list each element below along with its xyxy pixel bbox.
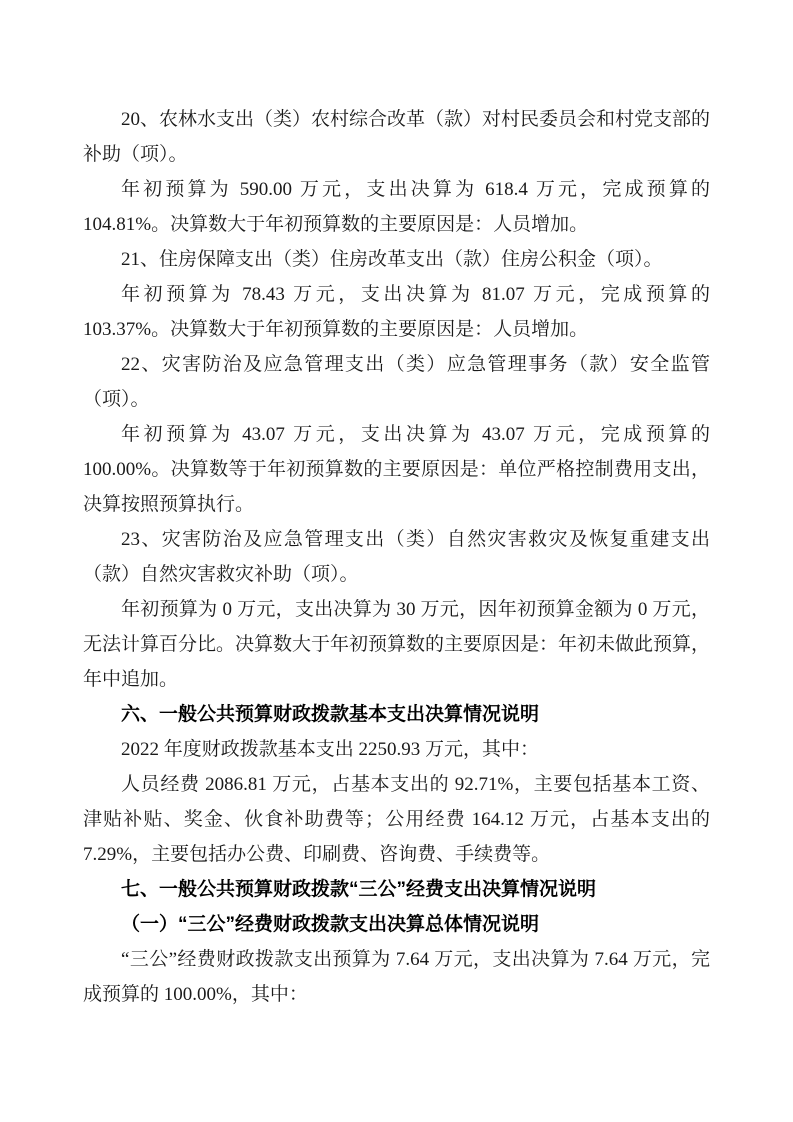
- para-item-20-detail: 年初预算为 590.00 万元，支出决算为 618.4 万元，完成预算的 104.81%。决算数大于年初预算数的主要原因是：人员增加。: [83, 179, 710, 235]
- para-sangong-overview: “三公”经费财政拨款支出预算为 7.64 万元，支出决算为 7.64 万元，完成预算的 100.00%，其中：: [83, 949, 710, 1005]
- para-basic-expense-detail: 人员经费 2086.81 万元，占基本支出的 92.71%，主要包括基本工资、津贴补贴、奖金、伙食补助费等；公用经费 164.12 万元，占基本支出的 7.29%，主要包括办公费、印刷费、咨询费、手续费等。: [83, 774, 710, 865]
- para-item-23-title: 23、灾害防治及应急管理支出（类）自然灾害救灾及恢复重建支出（款）自然灾害救灾补助（项）。: [83, 529, 710, 585]
- document-body: [83, 102, 710, 1012]
- para-item-22-detail: 年初预算为 43.07 万元，支出决算为 43.07 万元，完成预算的 100.00%。决算数等于年初预算数的主要原因是：单位严格控制费用支出，决算按照预算执行。: [83, 424, 710, 515]
- para-basic-expense-total: 2022 年度财政拨款基本支出 2250.93 万元，其中：: [121, 739, 540, 760]
- para-item-21-detail: 年初预算为 78.43 万元，支出决算为 81.07 万元，完成预算的 103.37%。决算数大于年初预算数的主要原因是：人员增加。: [83, 284, 710, 340]
- section-heading-7-1: （一）“三公”经费财政拨款支出决算总体情况说明: [121, 914, 540, 935]
- section-heading-6: 六、一般公共预算财政拨款基本支出决算情况说明: [121, 704, 540, 725]
- section-heading-7: 七、一般公共预算财政拨款“三公”经费支出决算情况说明: [121, 879, 597, 900]
- para-item-20-title: 20、农林水支出（类）农村综合改革（款）对村民委员会和村党支部的补助（项）。: [83, 109, 711, 165]
- para-item-22-title: 22、灾害防治及应急管理支出（类）应急管理事务（款）安全监管（项）。: [83, 354, 710, 410]
- para-item-21-title: 21、住房保障支出（类）住房改革支出（款）住房公积金（项）。: [121, 249, 663, 270]
- para-item-23-detail: 年初预算为 0 万元，支出决算为 30 万元，因年初预算金额为 0 万元，无法计算百分比。决算数大于年初预算数的主要原因是：年初未做此预算，年中追加。: [83, 599, 711, 690]
